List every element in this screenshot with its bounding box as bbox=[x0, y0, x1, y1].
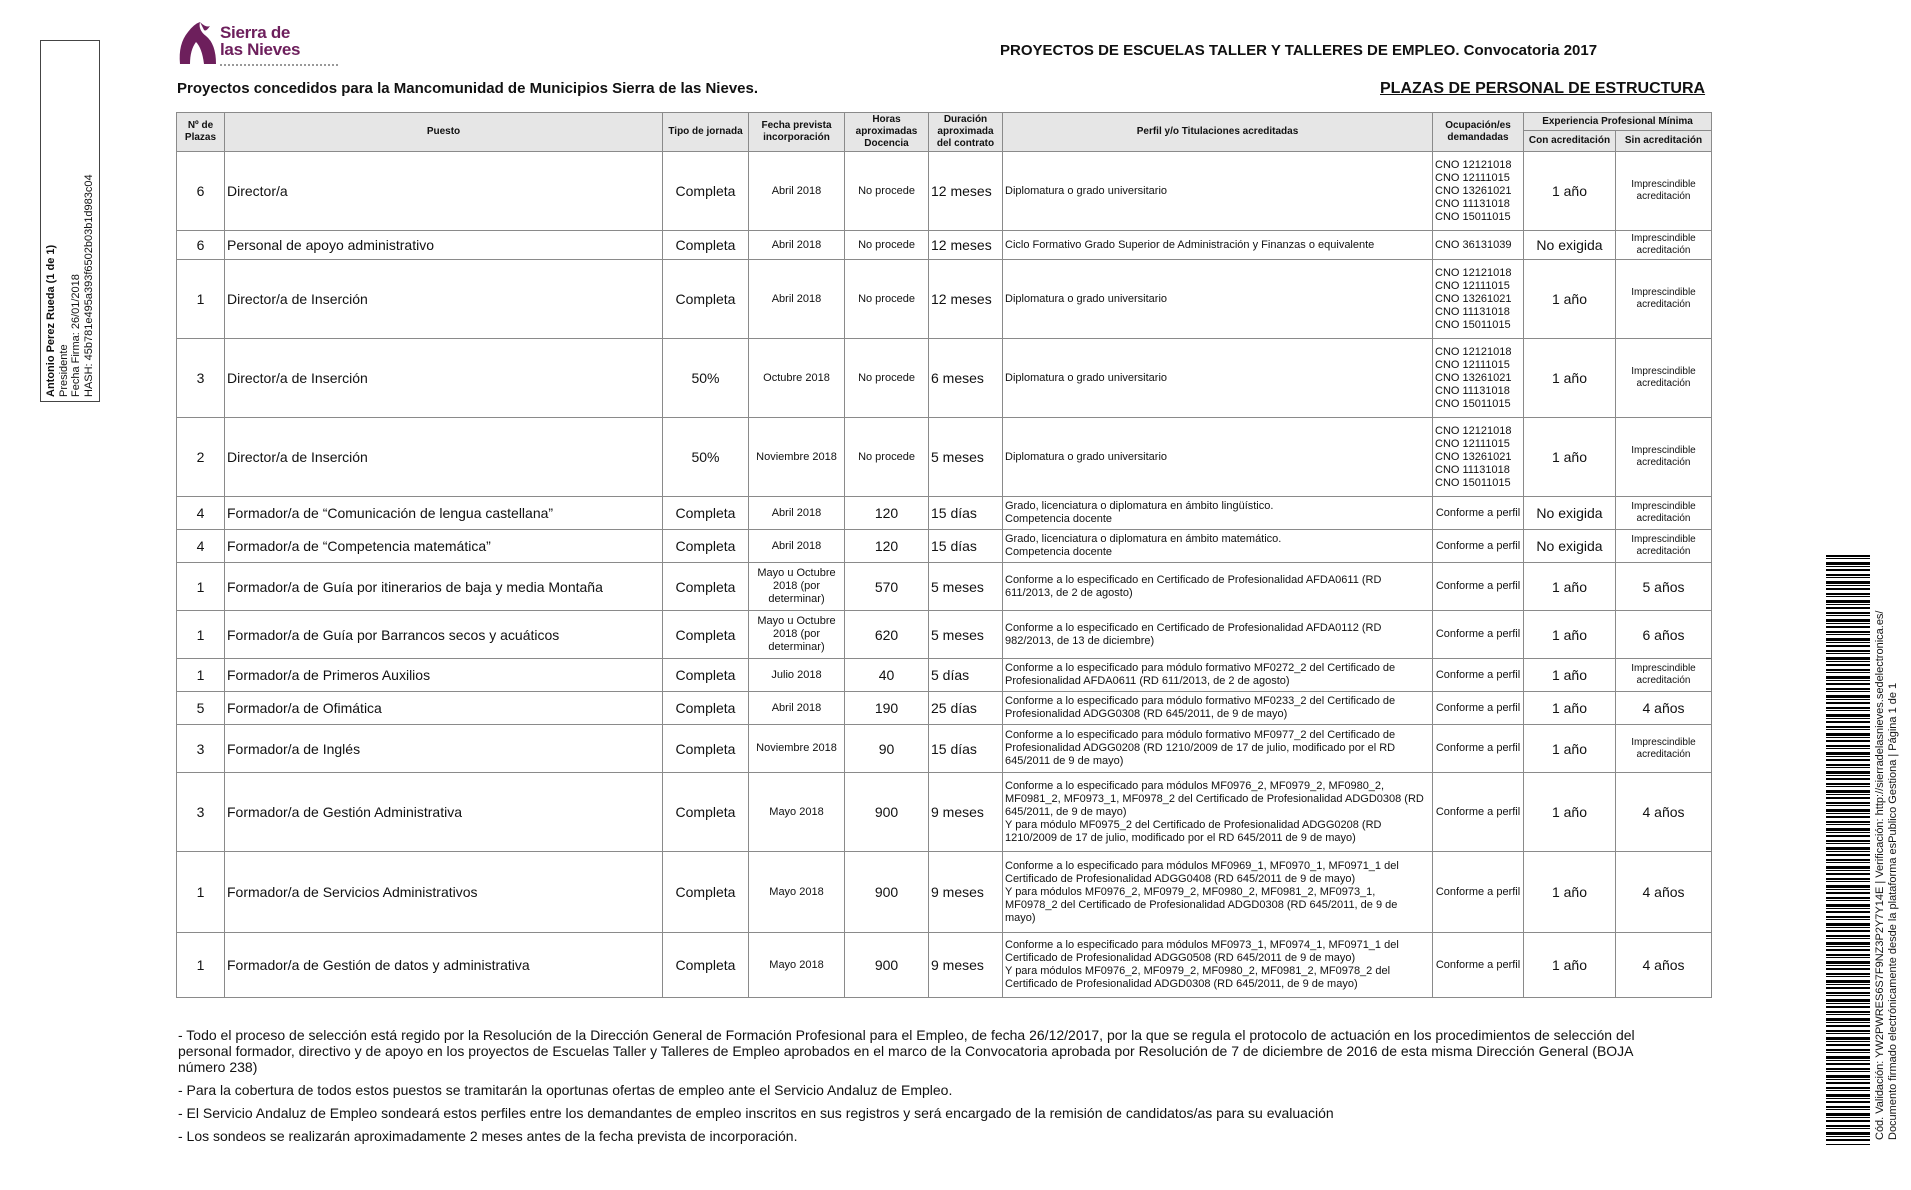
row-fecha: Noviembre 2018 bbox=[749, 418, 845, 497]
row-horas: 570 bbox=[845, 563, 929, 611]
row-tipo-jornada: Completa bbox=[663, 725, 749, 773]
row-horas: 900 bbox=[845, 773, 929, 852]
row-fecha: Mayo u Octubre 2018 (por determinar) bbox=[749, 611, 845, 659]
row-horas: 90 bbox=[845, 725, 929, 773]
row-exp-sin: 4 años bbox=[1616, 852, 1712, 933]
row-exp-con: 1 año bbox=[1524, 773, 1616, 852]
row-tipo-jornada: Completa bbox=[663, 692, 749, 725]
row-horas: 620 bbox=[845, 611, 929, 659]
row-tipo-jornada: Completa bbox=[663, 530, 749, 563]
organization-logo bbox=[176, 20, 301, 71]
row-perfil: Conforme a lo especificado para módulo formativo MF0977_2 del Certificado de Profesionalidad ADGG0208 (RD 1210/2009 de 17 de julio, modificado por el RD 645/2011 de 9 de mayo) bbox=[1003, 725, 1433, 773]
row-exp-sin: 6 años bbox=[1616, 611, 1712, 659]
row-plazas: 1 bbox=[177, 852, 225, 933]
row-puesto: Formador/a de Inglés bbox=[225, 725, 663, 773]
row-tipo-jornada: Completa bbox=[663, 260, 749, 339]
row-duracion: 5 meses bbox=[929, 611, 1003, 659]
row-exp-con: 1 año bbox=[1524, 933, 1616, 998]
positions-table bbox=[176, 112, 1712, 998]
row-exp-con: 1 año bbox=[1524, 611, 1616, 659]
row-ocupaciones: Conforme a perfil bbox=[1433, 611, 1524, 659]
table-row bbox=[177, 659, 1712, 692]
row-plazas: 1 bbox=[177, 933, 225, 998]
row-duracion: 6 meses bbox=[929, 339, 1003, 418]
validation-line-2: Documento firmado electrónicamente desde la plataforma esPublico Gestiona | Página 1 de 1 bbox=[1887, 682, 1899, 1140]
validation-text bbox=[1874, 550, 1900, 1140]
logo-tagline bbox=[220, 64, 340, 66]
row-exp-sin: Imprescindible acreditación bbox=[1616, 497, 1712, 530]
row-ocupaciones: CNO 12121018 CNO 12111015 CNO 13261021 CNO 11131018 CNO 15011015 bbox=[1433, 339, 1524, 418]
row-perfil: Conforme a lo especificado para módulos MF0976_2, MF0979_2, MF0980_2, MF0981_2, MF0973_1, MF0978_2 del Certificado de Profesionalidad ADGD0308 (RD 645/2011, de 9 de mayo) Y para módulo MF0975_2 del Certificado de Profesionalidad ADGG0208 (RD 1210/2009 de 17 de julio, modificado por el RD 645/2011 de 9 de mayo) bbox=[1003, 773, 1433, 852]
row-horas: 190 bbox=[845, 692, 929, 725]
row-exp-sin: 4 años bbox=[1616, 773, 1712, 852]
row-perfil: Ciclo Formativo Grado Superior de Administración y Finanzas o equivalente bbox=[1003, 231, 1433, 260]
row-duracion: 15 días bbox=[929, 725, 1003, 773]
col-header-perfil: Perfil y/o Titulaciones acreditadas bbox=[1003, 113, 1433, 152]
col-header-puesto: Puesto bbox=[225, 113, 663, 152]
row-ocupaciones: Conforme a perfil bbox=[1433, 530, 1524, 563]
row-exp-sin: Imprescindible acreditación bbox=[1616, 260, 1712, 339]
signature-date: Fecha Firma: 26/01/2018 bbox=[70, 274, 82, 397]
row-horas: 40 bbox=[845, 659, 929, 692]
row-tipo-jornada: Completa bbox=[663, 563, 749, 611]
row-fecha: Mayo 2018 bbox=[749, 933, 845, 998]
row-exp-sin: Imprescindible acreditación bbox=[1616, 725, 1712, 773]
row-puesto: Formador/a de Servicios Administrativos bbox=[225, 852, 663, 933]
row-exp-con: 1 año bbox=[1524, 852, 1616, 933]
col-header-con: Con acreditación bbox=[1524, 131, 1616, 152]
row-plazas: 1 bbox=[177, 611, 225, 659]
note-3: - El Servicio Andaluz de Empleo sondeará estos perfiles entre los demandantes de empleo inscritos en sus registros y será encargado de la remisión de candidatos/as para su evaluación bbox=[178, 1105, 1334, 1121]
row-plazas: 6 bbox=[177, 231, 225, 260]
notes-section bbox=[178, 1027, 1678, 1151]
row-perfil: Grado, licenciatura o diplomatura en ámbito lingüístico. Competencia docente bbox=[1003, 497, 1433, 530]
row-horas: No procede bbox=[845, 260, 929, 339]
row-exp-sin: Imprescindible acreditación bbox=[1616, 659, 1712, 692]
row-exp-con: No exigida bbox=[1524, 530, 1616, 563]
row-ocupaciones: Conforme a perfil bbox=[1433, 725, 1524, 773]
row-ocupaciones: Conforme a perfil bbox=[1433, 563, 1524, 611]
row-exp-con: 1 año bbox=[1524, 260, 1616, 339]
row-ocupaciones: Conforme a perfil bbox=[1433, 692, 1524, 725]
row-horas: 120 bbox=[845, 530, 929, 563]
row-puesto: Formador/a de Gestión de datos y administrativa bbox=[225, 933, 663, 998]
row-tipo-jornada: Completa bbox=[663, 231, 749, 260]
row-fecha: Mayo 2018 bbox=[749, 852, 845, 933]
row-horas: No procede bbox=[845, 152, 929, 231]
note-4: - Los sondeos se realizarán aproximadamente 2 meses antes de la fecha prevista de incorporación. bbox=[178, 1128, 798, 1144]
row-exp-sin: 4 años bbox=[1616, 692, 1712, 725]
signature-box bbox=[40, 40, 100, 402]
table-row bbox=[177, 725, 1712, 773]
row-perfil: Diplomatura o grado universitario bbox=[1003, 152, 1433, 231]
document-subtitle: Proyectos concedidos para la Mancomunidad de Municipios Sierra de las Nieves. bbox=[177, 80, 759, 97]
row-exp-con: 1 año bbox=[1524, 725, 1616, 773]
col-header-sin: Sin acreditación bbox=[1616, 131, 1712, 152]
signature-text bbox=[45, 49, 95, 397]
row-puesto: Director/a de Inserción bbox=[225, 260, 663, 339]
row-ocupaciones: CNO 36131039 bbox=[1433, 231, 1524, 260]
row-ocupaciones: Conforme a perfil bbox=[1433, 852, 1524, 933]
row-plazas: 3 bbox=[177, 725, 225, 773]
row-ocupaciones: Conforme a perfil bbox=[1433, 659, 1524, 692]
row-fecha: Mayo 2018 bbox=[749, 773, 845, 852]
row-puesto: Formador/a de Ofimática bbox=[225, 692, 663, 725]
row-plazas: 3 bbox=[177, 773, 225, 852]
table-row bbox=[177, 231, 1712, 260]
table-row bbox=[177, 563, 1712, 611]
logo-line-2: las Nieves bbox=[220, 40, 301, 59]
table-row bbox=[177, 530, 1712, 563]
table-row bbox=[177, 339, 1712, 418]
row-tipo-jornada: Completa bbox=[663, 933, 749, 998]
table-row bbox=[177, 152, 1712, 231]
row-puesto: Formador/a de Gestión Administrativa bbox=[225, 773, 663, 852]
table-row bbox=[177, 611, 1712, 659]
col-header-tipo: Tipo de jornada bbox=[663, 113, 749, 152]
table-row bbox=[177, 260, 1712, 339]
row-fecha: Octubre 2018 bbox=[749, 339, 845, 418]
row-puesto: Formador/a de Guía por Barrancos secos y acuáticos bbox=[225, 611, 663, 659]
row-tipo-jornada: Completa bbox=[663, 852, 749, 933]
row-duracion: 5 meses bbox=[929, 418, 1003, 497]
row-exp-sin: Imprescindible acreditación bbox=[1616, 339, 1712, 418]
col-header-num: Nº de Plazas bbox=[177, 113, 225, 152]
table-row bbox=[177, 418, 1712, 497]
row-perfil: Diplomatura o grado universitario bbox=[1003, 260, 1433, 339]
row-plazas: 3 bbox=[177, 339, 225, 418]
row-tipo-jornada: Completa bbox=[663, 659, 749, 692]
row-tipo-jornada: 50% bbox=[663, 339, 749, 418]
col-header-experiencia: Experiencia Profesional Mínima bbox=[1524, 113, 1712, 131]
row-perfil: Conforme a lo especificado para módulo formativo MF0233_2 del Certificado de Profesionalidad ADGG0308 (RD 645/2011, de 9 de mayo) bbox=[1003, 692, 1433, 725]
row-perfil: Conforme a lo especificado para módulo formativo MF0272_2 del Certificado de Profesionalidad AFDA0611 (RD 611/2013, de 2 de agosto) bbox=[1003, 659, 1433, 692]
row-fecha: Abril 2018 bbox=[749, 497, 845, 530]
row-ocupaciones: Conforme a perfil bbox=[1433, 933, 1524, 998]
row-plazas: 4 bbox=[177, 530, 225, 563]
row-perfil: Conforme a lo especificado en Certificado de Profesionalidad AFDA0112 (RD 982/2013, de 13 de diciembre) bbox=[1003, 611, 1433, 659]
col-header-duracion: Duración aproximada del contrato bbox=[929, 113, 1003, 152]
row-plazas: 2 bbox=[177, 418, 225, 497]
row-perfil: Diplomatura o grado universitario bbox=[1003, 339, 1433, 418]
row-perfil: Grado, licenciatura o diplomatura en ámbito matemático. Competencia docente bbox=[1003, 530, 1433, 563]
row-ocupaciones: CNO 12121018 CNO 12111015 CNO 13261021 CNO 11131018 CNO 15011015 bbox=[1433, 260, 1524, 339]
row-exp-con: 1 año bbox=[1524, 339, 1616, 418]
signer-role: Presidente bbox=[57, 344, 70, 397]
table-row bbox=[177, 852, 1712, 933]
row-fecha: Abril 2018 bbox=[749, 152, 845, 231]
row-duracion: 12 meses bbox=[929, 231, 1003, 260]
row-perfil: Conforme a lo especificado en Certificado de Profesionalidad AFDA0611 (RD 611/2013, de 2 de agosto) bbox=[1003, 563, 1433, 611]
row-fecha: Julio 2018 bbox=[749, 659, 845, 692]
row-duracion: 25 días bbox=[929, 692, 1003, 725]
note-2: - Para la cobertura de todos estos puestos se tramitarán la oportunas ofertas de empleo ante el Servicio Andaluz de Empleo. bbox=[178, 1082, 953, 1098]
row-duracion: 9 meses bbox=[929, 773, 1003, 852]
row-puesto: Formador/a de “Competencia matemática” bbox=[225, 530, 663, 563]
logo-wordmark bbox=[220, 24, 350, 58]
row-ocupaciones: CNO 12121018 CNO 12111015 CNO 13261021 CNO 11131018 CNO 15011015 bbox=[1433, 418, 1524, 497]
row-perfil: Conforme a lo especificado para módulos MF0973_1, MF0974_1, MF0971_1 del Certificado de Profesionalidad ADGG0508 (RD 645/2011 de 9 de mayo) Y para módulos MF0976_2, MF0979_2, MF0980_2, MF0981_2, MF0978_2 del Certificado de Profesionalidad ADGD0308 (RD 645/2011, de 9 de mayo) bbox=[1003, 933, 1433, 998]
row-horas: 900 bbox=[845, 933, 929, 998]
col-header-ocupaciones: Ocupación/es demandadas bbox=[1433, 113, 1524, 152]
row-plazas: 1 bbox=[177, 659, 225, 692]
col-header-fecha: Fecha prevista incorporación bbox=[749, 113, 845, 152]
row-horas: 120 bbox=[845, 497, 929, 530]
row-tipo-jornada: Completa bbox=[663, 152, 749, 231]
row-horas: No procede bbox=[845, 231, 929, 260]
row-exp-con: 1 año bbox=[1524, 659, 1616, 692]
row-puesto: Personal de apoyo administrativo bbox=[225, 231, 663, 260]
table-row bbox=[177, 692, 1712, 725]
row-plazas: 4 bbox=[177, 497, 225, 530]
col-header-horas: Horas aproximadas Docencia bbox=[845, 113, 929, 152]
row-plazas: 1 bbox=[177, 260, 225, 339]
row-plazas: 1 bbox=[177, 563, 225, 611]
positions-table-body bbox=[177, 152, 1712, 998]
row-plazas: 6 bbox=[177, 152, 225, 231]
signature-hash: HASH: 45b781e495a393f6502b03b1d983c04 bbox=[82, 174, 95, 397]
row-exp-sin: Imprescindible acreditación bbox=[1616, 231, 1712, 260]
table-row bbox=[177, 773, 1712, 852]
row-exp-sin: 5 años bbox=[1616, 563, 1712, 611]
row-puesto: Director/a de Inserción bbox=[225, 339, 663, 418]
row-tipo-jornada: 50% bbox=[663, 418, 749, 497]
row-exp-con: 1 año bbox=[1524, 418, 1616, 497]
row-duracion: 5 meses bbox=[929, 563, 1003, 611]
row-duracion: 15 días bbox=[929, 530, 1003, 563]
row-tipo-jornada: Completa bbox=[663, 773, 749, 852]
validation-line-1: Cód. Validación: YW2PWRES6S7F9NZ3P2Y7Y14E | Verificación: http://sierradelasnieves.sedelectronica.es/ bbox=[1874, 610, 1886, 1140]
section-title: PLAZAS DE PERSONAL DE ESTRUCTURA bbox=[1380, 80, 1706, 97]
document-title: PROYECTOS DE ESCUELAS TALLER Y TALLERES DE EMPLEO. Convocatoria 2017 bbox=[1000, 42, 1598, 59]
row-exp-sin: Imprescindible acreditación bbox=[1616, 418, 1712, 497]
row-exp-con: No exigida bbox=[1524, 497, 1616, 530]
note-1: - Todo el proceso de selección está regido por la Resolución de la Dirección General de Formación Profesional para el Empleo, de fecha 26/12/2017, por la que se regula el protocolo de actuación en los procedimientos de selección del personal formador, directivo y de apoyo en los proyectos de Escuelas Taller y Talleres de Empleo aprobados en el marco de la Convocatoria aprobada por Resolución de 7 de diciembre de 2016 de esta misma Dirección General (BOJA número 238) bbox=[178, 1027, 1635, 1075]
row-duracion: 5 días bbox=[929, 659, 1003, 692]
row-duracion: 12 meses bbox=[929, 152, 1003, 231]
row-horas: No procede bbox=[845, 418, 929, 497]
row-exp-sin: 4 años bbox=[1616, 933, 1712, 998]
row-fecha: Mayo u Octubre 2018 (por determinar) bbox=[749, 563, 845, 611]
row-puesto: Director/a de Inserción bbox=[225, 418, 663, 497]
row-duracion: 9 meses bbox=[929, 933, 1003, 998]
row-tipo-jornada: Completa bbox=[663, 611, 749, 659]
row-tipo-jornada: Completa bbox=[663, 497, 749, 530]
logo-line-1: Sierra de bbox=[220, 23, 291, 42]
row-exp-sin: Imprescindible acreditación bbox=[1616, 530, 1712, 563]
row-exp-con: 1 año bbox=[1524, 152, 1616, 231]
row-ocupaciones: Conforme a perfil bbox=[1433, 773, 1524, 852]
row-horas: 900 bbox=[845, 852, 929, 933]
row-duracion: 9 meses bbox=[929, 852, 1003, 933]
row-ocupaciones: CNO 12121018 CNO 12111015 CNO 13261021 CNO 11131018 CNO 15011015 bbox=[1433, 152, 1524, 231]
row-plazas: 5 bbox=[177, 692, 225, 725]
row-fecha: Noviembre 2018 bbox=[749, 725, 845, 773]
row-puesto: Formador/a de “Comunicación de lengua castellana” bbox=[225, 497, 663, 530]
row-puesto: Director/a bbox=[225, 152, 663, 231]
row-ocupaciones: Conforme a perfil bbox=[1433, 497, 1524, 530]
row-fecha: Abril 2018 bbox=[749, 260, 845, 339]
table-row bbox=[177, 933, 1712, 998]
row-perfil: Conforme a lo especificado para módulos MF0969_1, MF0970_1, MF0971_1 del Certificado de Profesionalidad ADGG0408 (RD 645/2011 de 9 de mayo) Y para módulos MF0976_2, MF0979_2, MF0980_2, MF0981_2, MF0973_1, MF0978_2 del Certificado de Profesionalidad ADGD0308 (RD 645/2011, de 9 de mayo) bbox=[1003, 852, 1433, 933]
row-puesto: Formador/a de Primeros Auxilios bbox=[225, 659, 663, 692]
row-exp-sin: Imprescindible acreditación bbox=[1616, 152, 1712, 231]
row-exp-con: 1 año bbox=[1524, 692, 1616, 725]
mountain-logo-icon bbox=[176, 20, 220, 66]
row-horas: No procede bbox=[845, 339, 929, 418]
row-fecha: Abril 2018 bbox=[749, 530, 845, 563]
row-duracion: 12 meses bbox=[929, 260, 1003, 339]
signer-name: Antonio Perez Rueda (1 de 1) bbox=[45, 244, 57, 397]
validation-barcode bbox=[1826, 555, 1870, 1145]
table-row bbox=[177, 497, 1712, 530]
row-puesto: Formador/a de Guía por itinerarios de baja y media Montaña bbox=[225, 563, 663, 611]
row-duracion: 15 días bbox=[929, 497, 1003, 530]
row-exp-con: No exigida bbox=[1524, 231, 1616, 260]
row-exp-con: 1 año bbox=[1524, 563, 1616, 611]
row-fecha: Abril 2018 bbox=[749, 692, 845, 725]
row-perfil: Diplomatura o grado universitario bbox=[1003, 418, 1433, 497]
row-fecha: Abril 2018 bbox=[749, 231, 845, 260]
